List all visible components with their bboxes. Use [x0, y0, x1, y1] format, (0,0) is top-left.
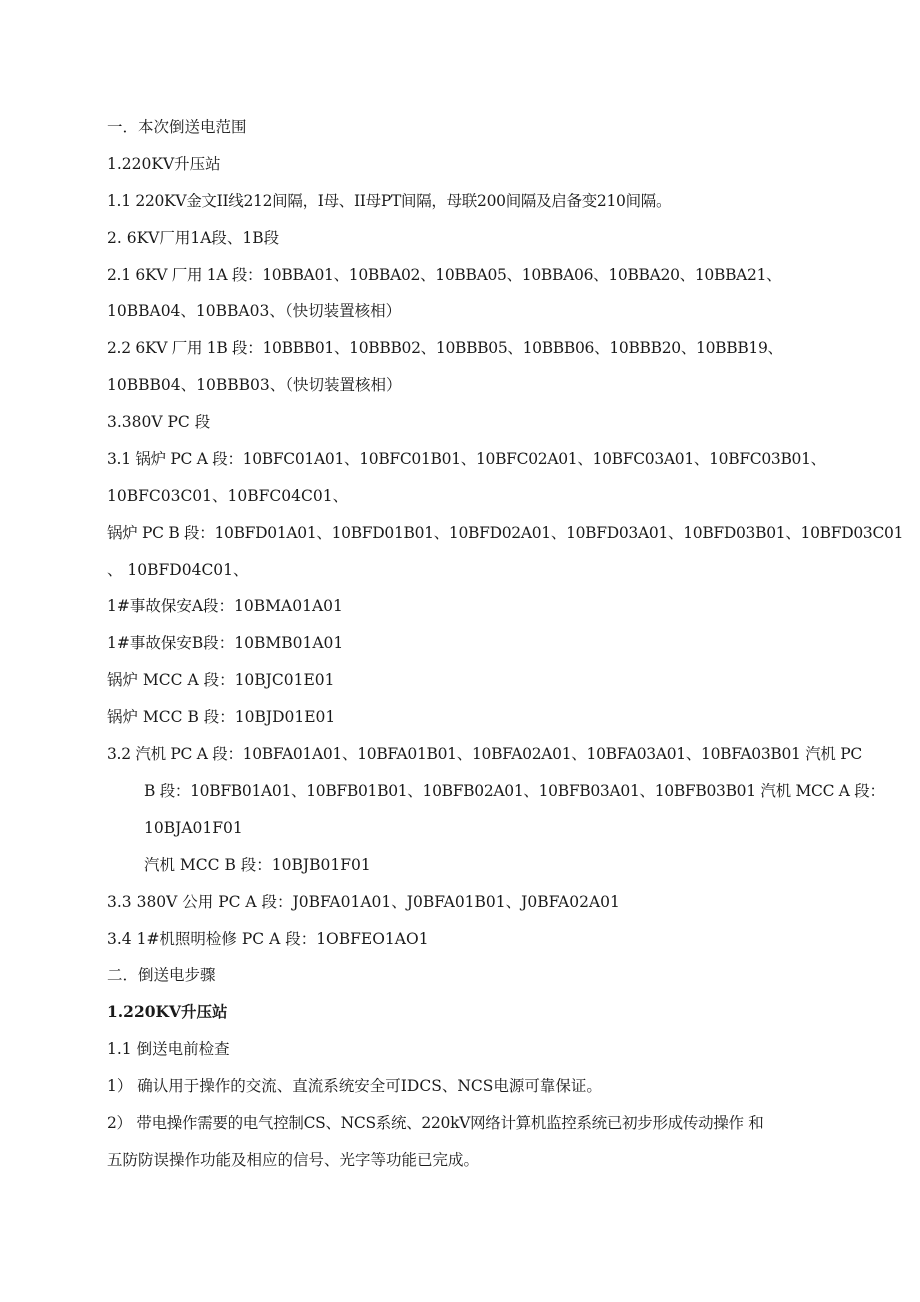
- subheading-220kv-station-bold: 1.220KV升压站: [107, 1002, 228, 1021]
- text-line: 3.3 380V 公用 PC A 段：J0BFA01A01、J0BFA01B01、J0BFA02A01: [107, 893, 620, 911]
- text-line: 3.4 1#机照明检修 PC A 段：1OBFEO1AO1: [107, 930, 429, 948]
- text-line: 锅炉 PC B 段：10BFD01A01、10BFD01B01、10BFD02A01、10BFD03A01、10BFD03B01、10BFD03C01: [107, 524, 904, 542]
- text-line: 3.2 汽机 PC A 段：10BFA01A01、10BFA01B01、10BFA02A01、10BFA03A01、10BFA03B01 汽机 PC: [107, 745, 862, 763]
- subheading-380v: 3.380V PC 段: [107, 413, 211, 431]
- text-line: 3.1 锅炉 PC A 段：10BFC01A01、10BFC01B01、10BFC02A01、10BFC03A01、10BFC03B01、: [107, 450, 826, 468]
- text-line: 1#事故保安B段：10BMB01A01: [107, 634, 344, 652]
- text-line: 锅炉 MCC B 段：10BJD01E01: [107, 708, 336, 726]
- text-line: 锅炉 MCC A 段：10BJC01E01: [107, 671, 335, 689]
- text-line: 10BBA04、10BBA03、（快切装置核相）: [107, 302, 402, 320]
- subheading-precheck: 1.1 倒送电前检查: [107, 1040, 230, 1058]
- list-item-1: 1） 确认用于操作的交流、直流系统安全可IDCS、NCS电源可靠保证。: [107, 1077, 602, 1095]
- text-line: 1#事故保安A段：10BMA01A01: [107, 597, 343, 615]
- text-line: 1.1 220KV金文II线212间隔，I母、II母PT间隔，母联200间隔及启备变210间隔。: [107, 192, 672, 210]
- text-line: 、 10BFD04C01、: [107, 561, 249, 579]
- subheading-6kv: 2. 6KV厂用1A段、1B段: [107, 229, 280, 247]
- text-line: 2.2 6KV 厂用 1B 段：10BBB01、10BBB02、10BBB05、10BBB06、10BBB20、10BBB19、: [107, 339, 783, 357]
- subheading-220kv-station: 1.220KV升压站: [107, 155, 221, 173]
- text-line: 10BBB04、10BBB03、（快切装置核相）: [107, 376, 402, 394]
- text-line: 2.1 6KV 厂用 1A 段：10BBA01、10BBA02、10BBA05、10BBA06、10BBA20、10BBA21、: [107, 266, 782, 284]
- text-line: 10BJA01F01: [144, 819, 243, 837]
- section-heading-steps: 二．倒送电步骤: [107, 966, 216, 984]
- text-line: 10BFC03C01、10BFC04C01、: [107, 487, 349, 505]
- text-line: B 段：10BFB01A01、10BFB01B01、10BFB02A01、10BFB03A01、10BFB03B01 汽机 MCC A 段：: [144, 782, 885, 800]
- text-line: 五防防误操作功能及相应的信号、光字等功能已完成。: [107, 1151, 480, 1169]
- text-line: 汽机 MCC B 段：10BJB01F01: [144, 856, 371, 874]
- list-item-2: 2） 带电操作需要的电气控制CS、NCS系统、220kV网络计算机监控系统已初步形成传动操作 和: [107, 1114, 764, 1132]
- section-heading-scope: 一．本次倒送电范围: [107, 118, 247, 136]
